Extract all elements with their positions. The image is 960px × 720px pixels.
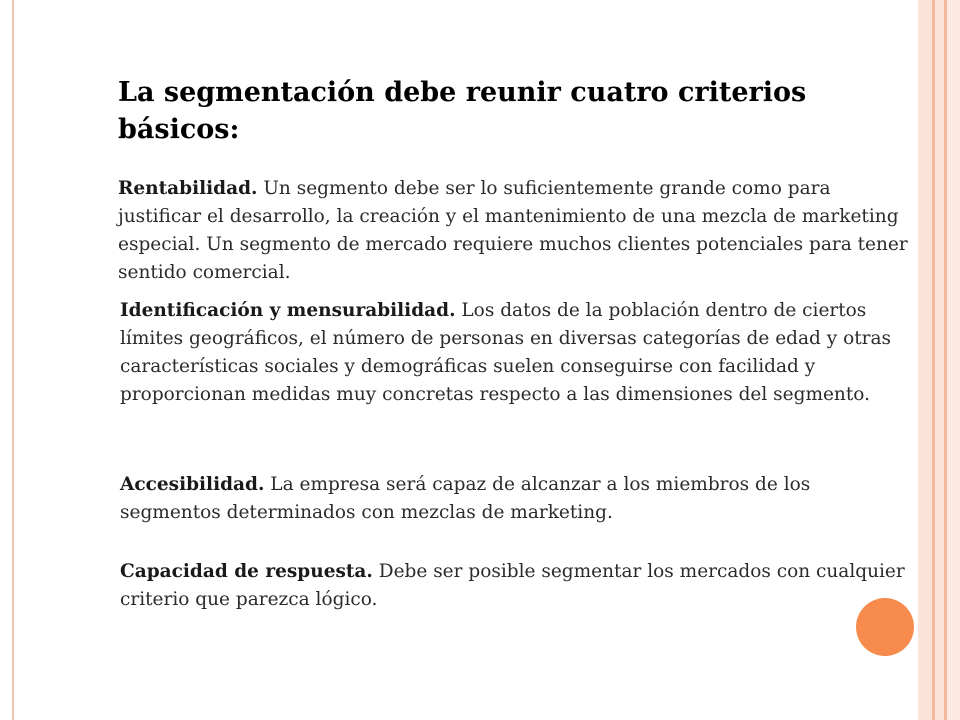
criterion-term: Accesibilidad. — [120, 474, 265, 495]
criterion-accesibilidad — [120, 471, 910, 527]
slide-title: La segmentación debe reunir cuatro criterios básicos: — [118, 77, 807, 145]
decorative-stripe — [918, 0, 932, 720]
criterion-capacidad-respuesta — [120, 558, 910, 614]
criterion-term: Rentabilidad. — [118, 178, 258, 199]
criterion-text: Los datos de la población dentro de ciertos límites geográficos, el número de personas en diversas categorías de edad y otras características sociales y demográficas suelen conseguirse con facilidad y proporcionan medidas muy concretas respecto a las dimensiones del segmento. — [120, 300, 892, 405]
criterion-identificacion — [120, 297, 910, 409]
decorative-stripe — [935, 0, 944, 720]
criterion-term: Capacidad de respuesta. — [120, 561, 373, 582]
criterion-text: Un segmento debe ser lo suficientemente grande como para justificar el desarrollo, la creación y el mantenimiento de una mezcla de marketing especial. Un segmento de mercado requiere muchos clientes potenciales para tener sentido comercial. — [118, 178, 908, 283]
left-border-line — [12, 0, 14, 720]
criterion-term: Identificación y mensurabilidad. — [120, 300, 456, 321]
criterion-rentabilidad — [118, 175, 908, 287]
criterion-text: La empresa será capaz de alcanzar a los miembros de los segmentos determinados con mezclas de marketing. — [120, 474, 811, 523]
decorative-stripe — [947, 0, 960, 720]
criterion-text: Debe ser posible segmentar los mercados con cualquier criterio que parezca lógico. — [120, 561, 905, 610]
